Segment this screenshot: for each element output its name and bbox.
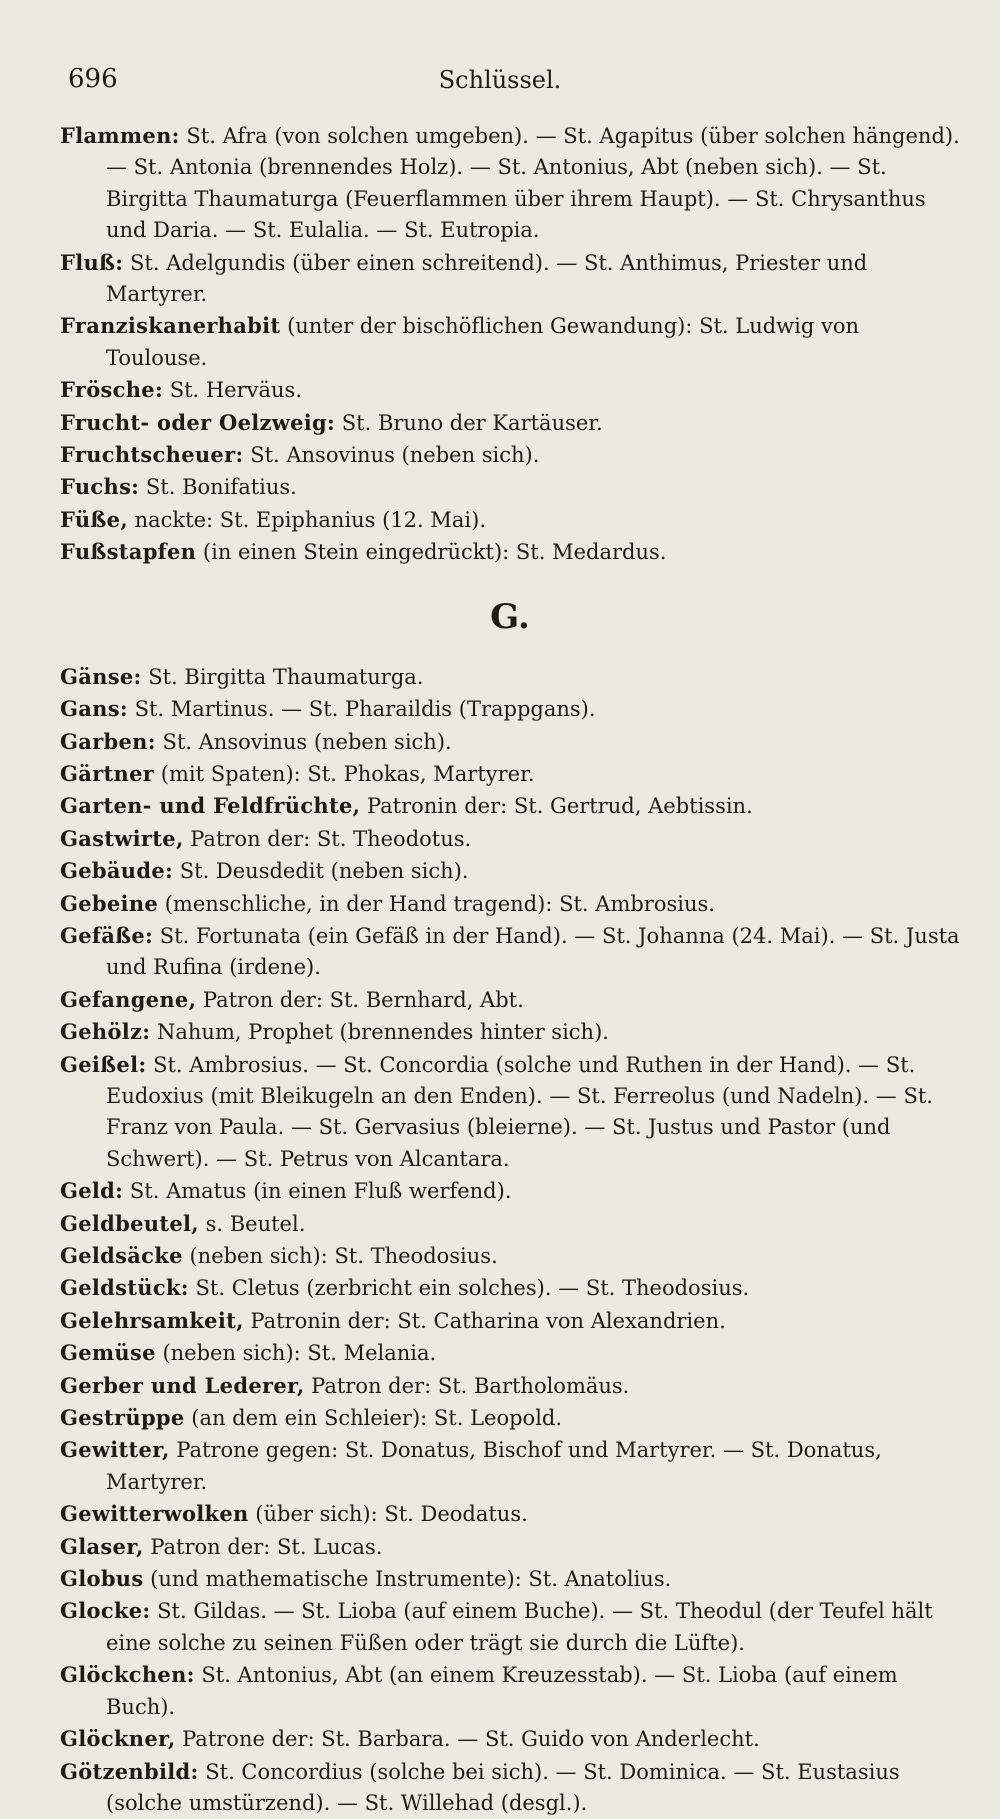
page-number: 696 <box>68 64 118 94</box>
entry-headword: Gehölz: <box>60 1019 150 1044</box>
index-entry <box>60 1337 960 1369</box>
entry-headword: Gerber und Lederer, <box>60 1373 304 1398</box>
index-entry <box>60 504 960 536</box>
entry-headword: Globus <box>60 1566 144 1591</box>
index-entry <box>60 1659 960 1723</box>
entry-text: St. Herväus. <box>163 378 302 402</box>
entry-text: Patronin der: St. Gertrud, Aebtissin. <box>360 794 752 818</box>
index-entry <box>60 120 960 247</box>
index-entry <box>60 1402 960 1434</box>
entry-headword: Gewitter, <box>60 1437 170 1462</box>
entry-text: nackte: St. Epiphanius (12. Mai). <box>128 508 486 532</box>
index-entry <box>60 247 960 311</box>
entry-text: (menschliche, in der Hand tragend): St. Ambrosius. <box>158 892 715 916</box>
entry-headword: Fuchs: <box>60 474 139 499</box>
entry-text: St. Ambrosius. — St. Concordia (solche und Ruthen in der Hand). — St. Eudoxius (mit Bleikugeln an den Enden). — St. Ferreolus (und Nadeln). — St. Franz von Paula. — St. Gervasius (bleierne). — St. Justus und Pastor (und Schwert). — St. Petrus von Alcantara. <box>106 1053 933 1171</box>
index-entry <box>60 1049 960 1176</box>
entry-text: (neben sich): St. Theodosius. <box>183 1244 498 1268</box>
entry-text: Patrone der: St. Barbara. — St. Guido von Anderlecht. <box>175 1727 759 1751</box>
entry-text: Patron der: St. Lucas. <box>144 1535 383 1559</box>
index-entry <box>60 855 960 887</box>
entry-headword: Gefangene, <box>60 987 196 1012</box>
entry-headword: Glaser, <box>60 1534 144 1559</box>
index-entry <box>60 536 960 568</box>
entry-text: (mit Spaten): St. Phokas, Martyrer. <box>154 762 534 786</box>
index-entry <box>60 1756 960 1819</box>
index-entry <box>60 407 960 439</box>
index-entry <box>60 693 960 725</box>
index-entry <box>60 823 960 855</box>
entry-text: St. Amatus (in einen Fluß werfend). <box>123 1179 511 1203</box>
entry-text: St. Martinus. — St. Pharaildis (Trappgans). <box>128 697 596 721</box>
entry-headword: Gebäude: <box>60 858 173 883</box>
entry-text: Patron der: St. Theodotus. <box>184 827 472 851</box>
entry-headword: Garten- und Feldfrüchte, <box>60 793 360 818</box>
entry-headword: Glocke: <box>60 1598 150 1623</box>
index-entry <box>60 920 960 984</box>
entry-text: Patron der: St. Bartholomäus. <box>304 1374 629 1398</box>
index-entry <box>60 310 960 374</box>
entry-headword: Flammen: <box>60 123 180 148</box>
index-entry <box>60 1305 960 1337</box>
entry-headword: Franziskanerhabit <box>60 313 280 338</box>
entry-text: Patron der: St. Bernhard, Abt. <box>196 988 524 1012</box>
entries-g-section <box>60 661 960 1819</box>
entry-text: St. Bonifatius. <box>139 475 297 499</box>
entry-headword: Gebeine <box>60 891 158 916</box>
entry-text: Patronin der: St. Catharina von Alexandrien. <box>244 1309 726 1333</box>
entry-text: Patrone gegen: St. Donatus, Bischof und Martyrer. — St. Donatus, Martyrer. <box>106 1438 882 1493</box>
entry-headword: Gefäße: <box>60 923 153 948</box>
index-entry <box>60 374 960 406</box>
index-entry <box>60 888 960 920</box>
index-entry <box>60 1563 960 1595</box>
index-entry <box>60 1595 960 1659</box>
entry-headword: Geldsäcke <box>60 1243 183 1268</box>
entry-headword: Frösche: <box>60 377 163 402</box>
entry-text: St. Ansovinus (neben sich). <box>156 730 452 754</box>
entry-headword: Glöckchen: <box>60 1662 195 1687</box>
index-entry <box>60 1272 960 1304</box>
entry-headword: Geldstück: <box>60 1275 189 1300</box>
entry-text: St. Adelgundis (über einen schreitend). — St. Anthimus, Priester und Martyrer. <box>106 251 867 306</box>
index-entry <box>60 661 960 693</box>
index-entry <box>60 1208 960 1240</box>
entry-headword: Fußstapfen <box>60 539 196 564</box>
entry-headword: Gemüse <box>60 1340 156 1365</box>
entry-text: St. Deusdedit (neben sich). <box>173 859 468 883</box>
entry-text: (über sich): St. Deodatus. <box>249 1502 528 1526</box>
index-entry <box>60 1016 960 1048</box>
entry-text: St. Afra (von solchen umgeben). — St. Agapitus (über solchen hängend). — St. Antonia (brennendes Holz). — St. Antonius, Abt (neben sich). — St. Birgitta Thaumaturga (Feuerflammen über ihrem Haupt). — St. Chrysanthus und Daria. — St. Eulalia. — St. Eutropia. <box>106 124 960 242</box>
index-entry <box>60 984 960 1016</box>
index-entry <box>60 726 960 758</box>
entry-headword: Gärtner <box>60 761 154 786</box>
entry-headword: Geißel: <box>60 1052 146 1077</box>
entry-text: St. Gildas. — St. Lioba (auf einem Buche). — St. Theodul (der Teufel hält eine solche zu seinen Füßen oder trägt sie durch die Lüfte). <box>106 1599 933 1654</box>
entry-text: (in einen Stein eingedrückt): St. Medardus. <box>196 540 666 564</box>
index-entry <box>60 790 960 822</box>
index-entry <box>60 1723 960 1755</box>
entry-headword: Gewitterwolken <box>60 1501 249 1526</box>
entry-headword: Glöckner, <box>60 1726 175 1751</box>
entry-text: Nahum, Prophet (brennendes hinter sich). <box>150 1020 609 1044</box>
entry-text: (und mathematische Instrumente): St. Anatolius. <box>144 1567 672 1591</box>
index-entries <box>60 120 960 1819</box>
entry-headword: Garben: <box>60 729 156 754</box>
running-title: Schlüssel. <box>64 66 936 94</box>
index-entry <box>60 439 960 471</box>
entry-text: St. Ansovinus (neben sich). <box>244 443 540 467</box>
index-entry <box>60 1498 960 1530</box>
entry-text: (an dem ein Schleier): St. Leopold. <box>185 1406 562 1430</box>
entry-headword: Füße, <box>60 507 128 532</box>
entry-headword: Gestrüppe <box>60 1405 185 1430</box>
entry-text: St. Bruno der Kartäuser. <box>335 411 603 435</box>
index-entry <box>60 758 960 790</box>
entry-headword: Frucht- oder Oelzweig: <box>60 410 335 435</box>
entry-text: (neben sich): St. Melania. <box>156 1341 436 1365</box>
index-entry <box>60 1370 960 1402</box>
entry-headword: Gans: <box>60 696 128 721</box>
page-header <box>64 64 936 104</box>
index-entry <box>60 1531 960 1563</box>
index-entry <box>60 1175 960 1207</box>
entry-text: St. Birgitta Thaumaturga. <box>142 665 424 689</box>
entries-f-section <box>60 120 960 569</box>
entry-headword: Gastwirte, <box>60 826 184 851</box>
entry-headword: Geldbeutel, <box>60 1211 199 1236</box>
entry-text: (unter der bischöflichen Gewandung): St. Ludwig von Toulouse. <box>106 314 859 369</box>
entry-text: s. Beutel. <box>199 1212 305 1236</box>
section-letter-heading: G. <box>60 597 960 637</box>
index-entry <box>60 471 960 503</box>
entry-headword: Geld: <box>60 1178 123 1203</box>
entry-headword: Gelehrsamkeit, <box>60 1308 244 1333</box>
entry-text: St. Antonius, Abt (an einem Kreuzesstab). — St. Lioba (auf einem Buch). <box>106 1663 898 1718</box>
index-entry <box>60 1434 960 1498</box>
index-entry <box>60 1240 960 1272</box>
entry-headword: Götzenbild: <box>60 1759 199 1784</box>
entry-text: St. Cletus (zerbricht ein solches). — St. Theodosius. <box>189 1276 749 1300</box>
entry-text: St. Concordius (solche bei sich). — St. Dominica. — St. Eustasius (solche umstürzend). — St. Willehad (desgl.). <box>106 1760 900 1815</box>
entry-headword: Fluß: <box>60 250 123 275</box>
entry-headword: Gänse: <box>60 664 142 689</box>
entry-text: St. Fortunata (ein Gefäß in der Hand). — St. Johanna (24. Mai). — St. Justa und Rufina (irdene). <box>106 924 960 979</box>
entry-headword: Fruchtscheuer: <box>60 442 244 467</box>
